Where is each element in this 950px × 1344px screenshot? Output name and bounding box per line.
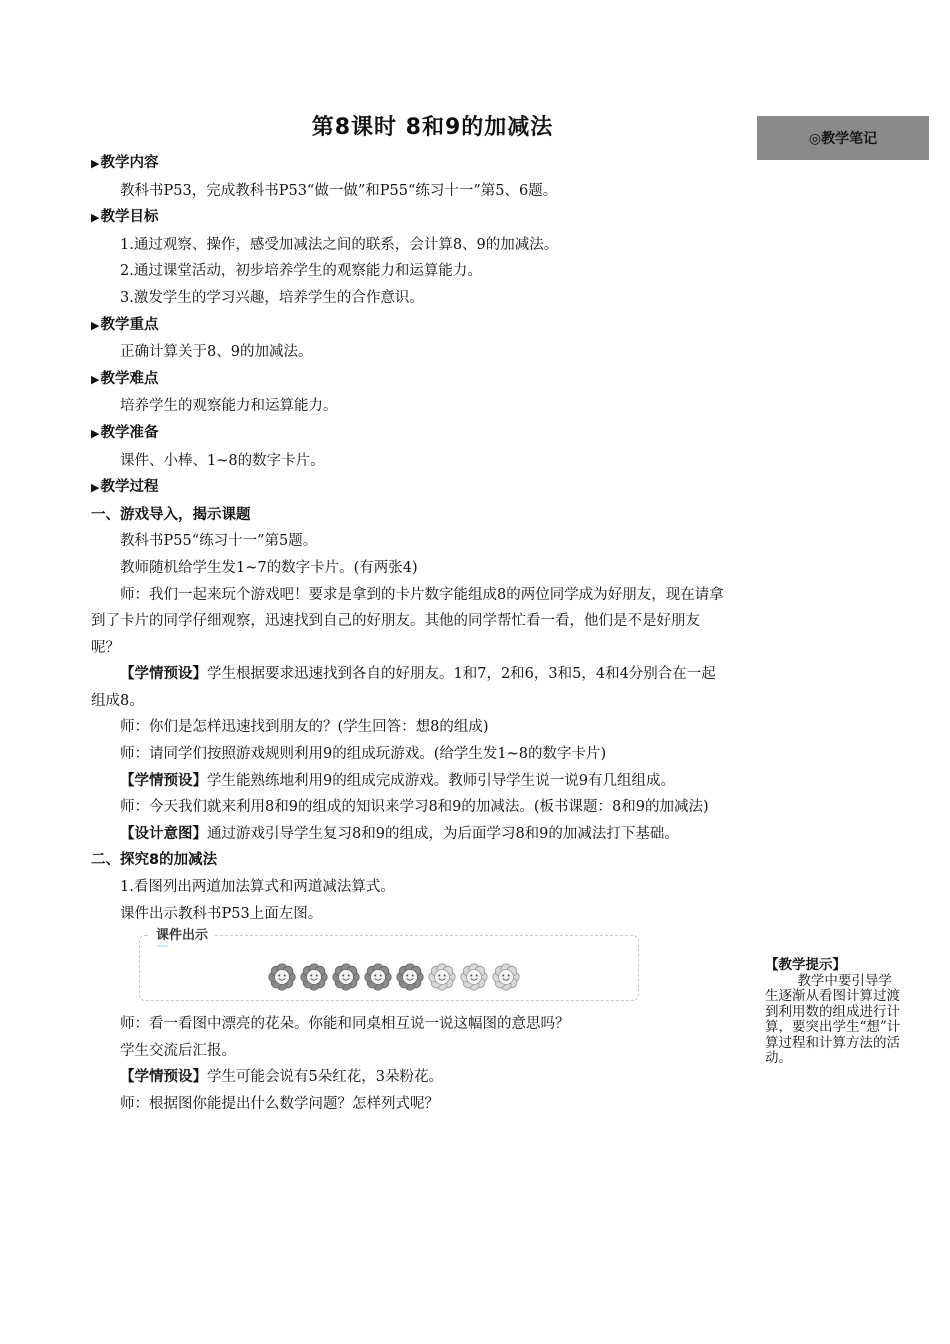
paragraph: 师：你们是怎样迅速找到朋友的？(学生回答：想8的组成) [120, 719, 489, 736]
paragraph: 【学情预设】学生能熟练地利用9的组成完成游戏。教师引导学生说一说9有几组组成。 [120, 772, 675, 789]
flower-row [268, 963, 520, 991]
paragraph: 【设计意图】通过游戏引导学生复习8和9的组成，为后面学习8和9的加减法打下基础。 [120, 825, 679, 842]
paragraph: 师：看一看图中漂亮的花朵。你能和同桌相互说一说这幅图的意思吗？ [120, 1016, 570, 1033]
goal-item: 1.通过观察、操作，感受加减法之间的联系，会计算8、9的加减法。 [120, 236, 559, 253]
triangle-bullet-icon: ▶ [91, 426, 100, 440]
paragraph: 教科书P55“练习十一”第5题。 [120, 533, 318, 550]
key-text: 正确计算关于8、9的加减法。 [120, 344, 313, 361]
flower-icon [428, 963, 456, 991]
triangle-bullet-icon: ▶ [91, 211, 100, 225]
part2-heading: 二、探究8的加减法 [91, 852, 218, 869]
flower-icon [460, 963, 488, 991]
paragraph: 【学情预设】学生根据要求迅速找到各自的好朋友。1和7，2和6，3和5，4和4分别合在一起组成8。 [91, 666, 716, 709]
content-text: 教科书P53，完成教科书P53“做一做”和P55“练习十一”第5、6题。 [120, 182, 558, 199]
triangle-bullet-icon: ▶ [91, 157, 100, 170]
paragraph: 师：今天我们就来利用8和9的组成的知识来学习8和9的加减法。(板书课题：8和9的加减法) [120, 799, 709, 816]
section-heading-prep: ▶教学准备 [91, 424, 159, 441]
flower-icon [364, 963, 392, 991]
paragraph: 师：请同学们按照游戏规则利用9的组成玩游戏。(给学生发1~8的数字卡片) [120, 746, 607, 763]
flower-icon [300, 963, 328, 991]
tips-title: 【教学提示】 [765, 957, 846, 973]
tips-text: 教学中要引导学生逐渐从看图计算过渡到利用数的组成进行计算，要突出学生“想”计算过程和计算方法的活动。 [765, 972, 901, 1066]
courseware-label: 课件出示 [150, 927, 214, 945]
triangle-bullet-icon: ▶ [91, 372, 100, 386]
goal-item: 2.通过课堂活动，初步培养学生的观察能力和运算能力。 [120, 263, 482, 280]
student-preview-tag: 【学情预设】 [120, 772, 207, 789]
teaching-notes-header: ◎教学笔记 [757, 116, 929, 160]
flower-icon [332, 963, 360, 991]
paragraph: 1.看图列出两道加法算式和两道减法算式。 [120, 879, 395, 896]
section-heading-difficulty: ▶教学难点 [91, 370, 159, 387]
flower-icon [268, 963, 296, 991]
flower-icon [396, 963, 424, 991]
paragraph: 课件出示教科书P53上面左图。 [120, 905, 323, 922]
section-heading-key: ▶教学重点 [91, 316, 159, 333]
teaching-tips [765, 958, 901, 1067]
paragraph: 学生交流后汇报。 [120, 1042, 236, 1059]
section-heading-content: ▶教学内容 [91, 155, 159, 171]
courseware-figure [139, 928, 639, 1001]
section-heading-goals: ▶教学目标 [91, 209, 159, 226]
section-heading-process: ▶教学过程 [91, 479, 159, 496]
triangle-bullet-icon: ▶ [91, 481, 100, 495]
page-title: 第8课时 8和9的加减法 [311, 115, 554, 140]
prep-text: 课件、小棒、1~8的数字卡片。 [120, 452, 325, 469]
triangle-bullet-icon: ▶ [91, 318, 100, 332]
paragraph: 教师随机给学生发1~7的数字卡片。(有两张4) [120, 559, 418, 576]
paragraph: 师：根据图你能提出什么数学问题？怎样列式呢？ [120, 1096, 439, 1112]
lesson-body [91, 150, 725, 1118]
paragraph: 师：我们一起来玩个游戏吧！要求是拿到的卡片数字能组成8的两位同学成为好朋友，现在请拿到了卡片的同学仔细观察，迅速找到自己的好朋友。其他的同学帮忙看一看，他们是不是好朋友呢？ [91, 586, 724, 656]
flower-icon [492, 963, 520, 991]
student-preview-tag: 【学情预设】 [120, 1069, 207, 1086]
paragraph: 【学情预设】学生可能会说有5朵红花，3朵粉花。 [120, 1069, 443, 1086]
goal-item: 3.激发学生的学习兴趣，培养学生的合作意识。 [120, 289, 424, 306]
part1-heading: 一、游戏导入，揭示课题 [91, 506, 251, 523]
difficulty-text: 培养学生的观察能力和运算能力。 [120, 398, 338, 415]
design-intent-tag: 【设计意图】 [120, 825, 207, 842]
student-preview-tag: 【学情预设】 [120, 666, 207, 683]
